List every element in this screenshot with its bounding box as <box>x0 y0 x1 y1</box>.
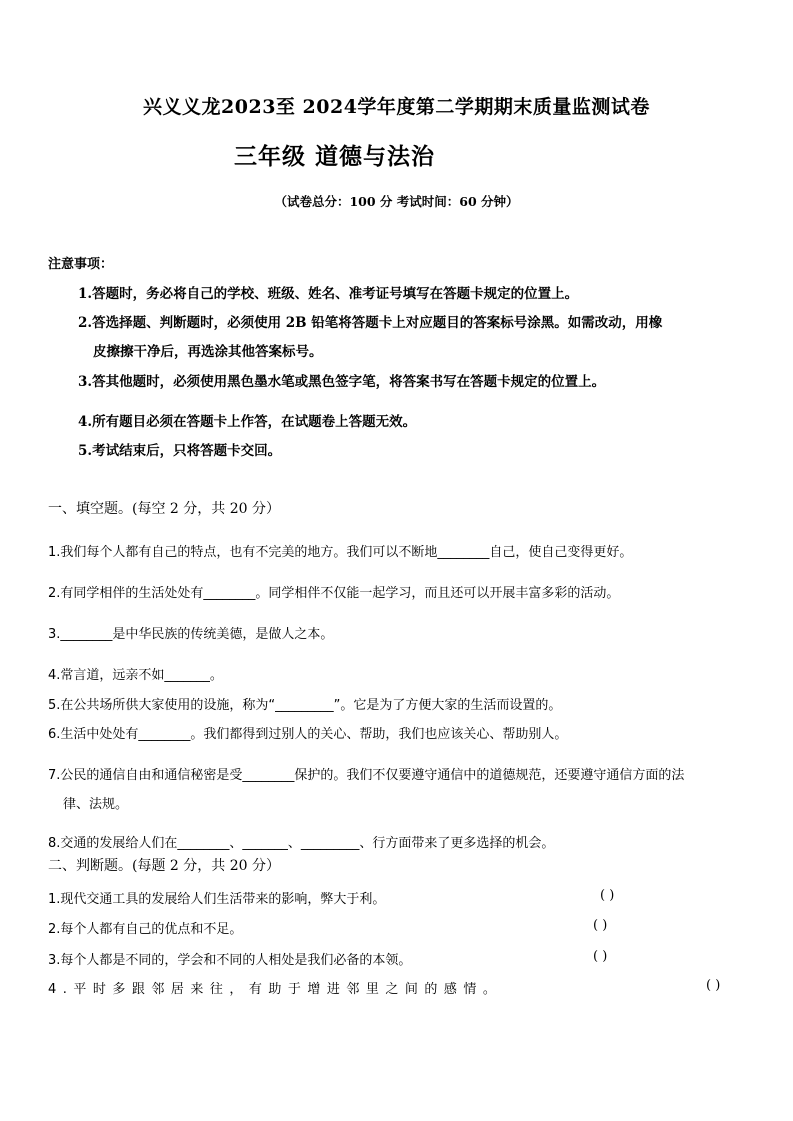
notice-item-3: 3.答其他题时，必须使用黑色墨水笔或黑色签字笔，将答案书写在答题卡规定的位置上。 <box>78 374 606 390</box>
exam-title: 兴义义龙2023至 2024学年度第二学期期末质量监测试卷 <box>143 96 650 118</box>
judge-paren-1: ( ) <box>600 888 615 903</box>
fill-question-6: 6.生活中处处有________。我们都得到过别人的关心、帮助，我们也应该关心、帮助别人。 <box>48 727 568 742</box>
exam-meta: （试卷总分：100 分 考试时间：60 分钟） <box>274 194 519 209</box>
exam-subtitle: 三年级 道德与法治 <box>234 143 436 170</box>
judge-paren-3: ( ) <box>593 949 608 964</box>
fill-question-1: 1.我们每个人都有自己的特点，也有不完美的地方。我们可以不断地________自己，使自己变得更好。 <box>48 545 633 560</box>
judge-paren-4: ( ) <box>706 978 721 993</box>
notice-item-2-cont: 皮擦擦干净后，再选涂其他答案标号。 <box>93 344 323 360</box>
judge-question-1: 1.现代交通工具的发展给人们生活带来的影响，弊大于利。 <box>48 892 386 907</box>
section2-heading: 二、判断题。(每题 2 分，共 20 分） <box>48 858 280 874</box>
notice-item-4: 4.所有题目必须在答题卡上作答，在试题卷上答题无效。 <box>78 414 417 430</box>
notice-item-2: 2.答选择题、判断题时，必须使用 2B 铅笔将答题卡上对应题目的答案标号涂黑。如需改动，用橡 <box>78 315 663 331</box>
fill-question-3: 3.________是中华民族的传统美德，是做人之本。 <box>48 627 334 642</box>
notice-item-1: 1.答题时，务必将自己的学校、班级、姓名、准考证号填写在答题卡规定的位置上。 <box>78 286 579 302</box>
judge-question-4: 4.平时多跟邻居来往，有助于增进邻里之间的感情。 <box>48 982 503 997</box>
judge-question-2: 2.每个人都有自己的优点和不足。 <box>48 922 243 937</box>
fill-question-4: 4.常言道，远亲不如_______。 <box>48 668 223 683</box>
section1-heading: 一、填空题。(每空 2 分，共 20 分） <box>48 501 280 517</box>
fill-question-8: 8.交通的发展给人们在________、_______、_________、行方面带来了更多选择的机会。 <box>48 836 555 851</box>
fill-question-7-cont: 律、法规。 <box>63 797 129 812</box>
fill-question-7: 7.公民的通信自由和通信秘密是受________保护的。我们不仅要遵守通信中的道德规范，还要遵守通信方面的法 <box>48 768 685 783</box>
notice-item-5: 5.考试结束后，只将答题卡交回。 <box>78 443 282 459</box>
fill-question-5: 5.在公共场所供大家使用的设施，称为“_________”。它是为了方便大家的生活而设置的。 <box>48 698 562 713</box>
judge-paren-2: ( ) <box>593 918 608 933</box>
fill-question-2: 2.有同学相伴的生活处处有________。同学相伴不仅能一起学习，而且还可以开展丰富多彩的活动。 <box>48 586 620 601</box>
judge-question-3: 3.每个人都是不同的，学会和不同的人相处是我们必备的本领。 <box>48 953 412 968</box>
notice-heading: 注意事项： <box>48 257 114 272</box>
